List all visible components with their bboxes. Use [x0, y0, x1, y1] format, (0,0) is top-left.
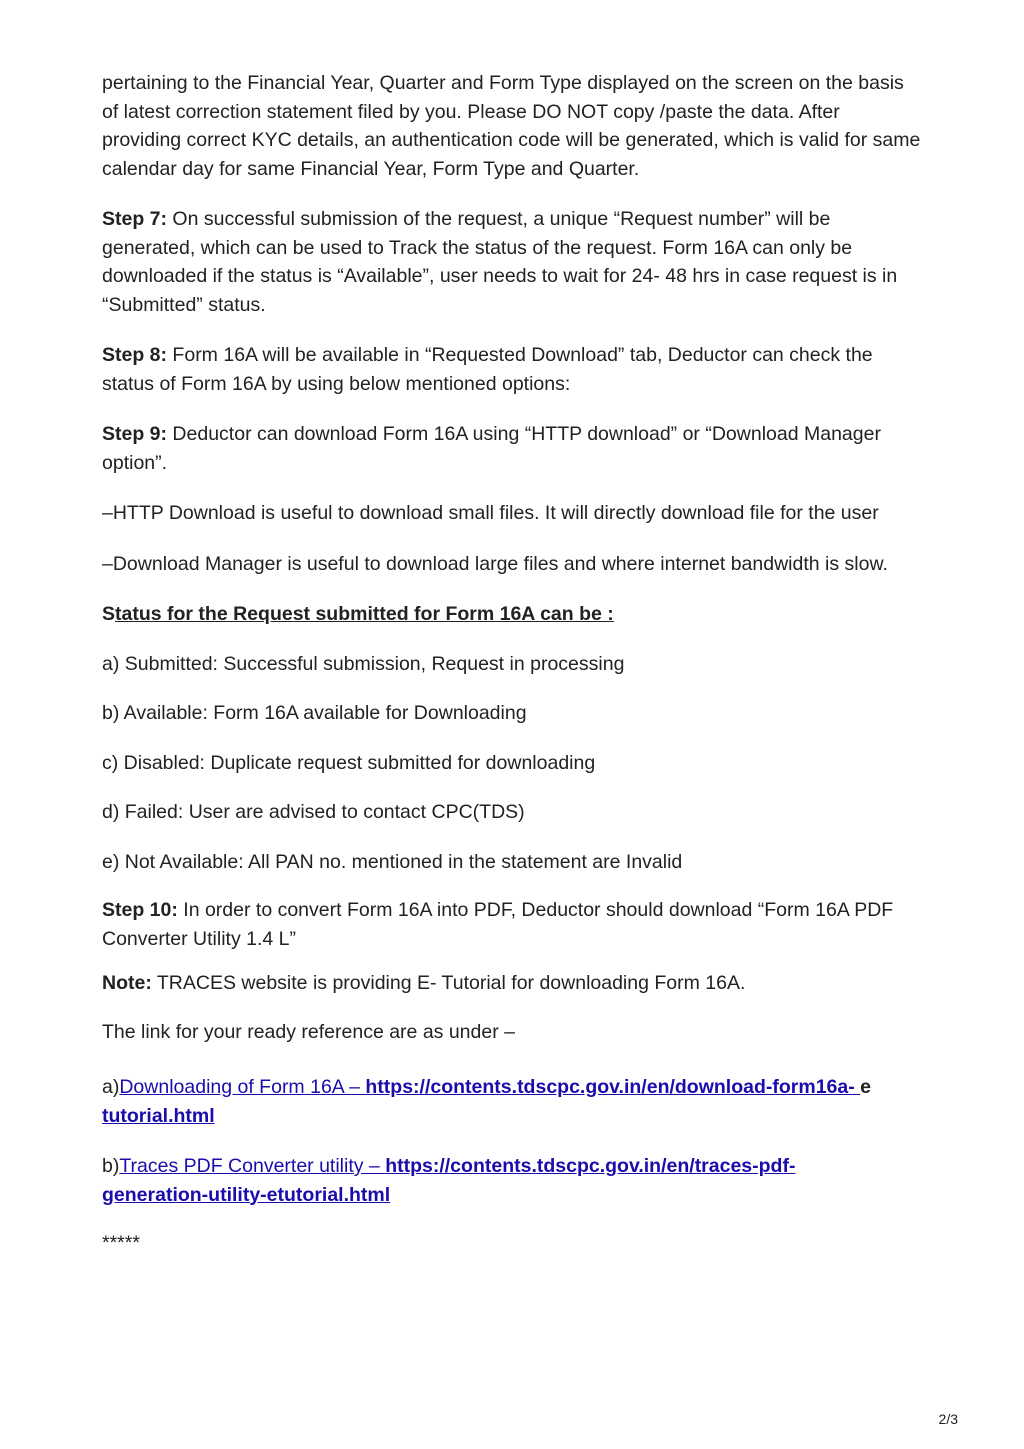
step-7-label: Step 7:: [102, 208, 168, 230]
download-manager-note: –Download Manager is useful to download large files and where internet bandwidth is slow.: [102, 552, 888, 575]
link-b-url-continuation[interactable]: generation-utility-etutorial.html: [102, 1183, 391, 1206]
link-b-title-link[interactable]: Traces PDF Converter utility –: [119, 1155, 386, 1177]
note-label: Note:: [102, 972, 152, 994]
status-item-disabled: c) Disabled: Duplicate request submitted for downloading: [102, 751, 596, 774]
page-number: 2/3: [938, 1411, 958, 1427]
step-8-text: Form 16A will be available in “Requested Download” tab, Deductor can check the status of Form 16A by using below mentioned options:: [102, 344, 873, 395]
step-7-text: On successful submission of the request, a unique “Request number” will be generated, which can be used to Track the status of the request. Form 16A can only be downloaded if the status is “Available”, user needs to wait for 24- 48 hrs in case request is in “Submitted” status.: [102, 208, 898, 316]
status-item-failed: d) Failed: User are advised to contact CPC(TDS): [102, 801, 525, 823]
link-a-title-link[interactable]: Downloading of Form 16A –: [119, 1076, 366, 1098]
step-7-paragraph: [102, 205, 922, 319]
note-text: TRACES website is providing E- Tutorial for downloading Form 16A.: [151, 972, 746, 994]
link-a-prefix: a): [102, 1076, 120, 1098]
closing-stars: *****: [102, 1232, 140, 1254]
step-8-label: Step 8:: [102, 344, 168, 366]
link-b-url-link[interactable]: https://contents.tdscpc.gov.in/en/traces-pdf-: [385, 1155, 796, 1177]
step-9-text: Deductor can download Form 16A using “HTTP download” or “Download Manager option”.: [102, 423, 881, 474]
step-9-paragraph: [102, 420, 922, 477]
link-a-url-continuation[interactable]: tutorial.html: [102, 1104, 215, 1127]
http-download-note: –HTTP Download is useful to download small files. It will directly download file for the user: [102, 502, 879, 524]
status-heading: [102, 600, 922, 629]
note-paragraph: [102, 969, 922, 998]
link-a-paragraph: [102, 1073, 922, 1130]
status-heading-first-letter: S: [102, 603, 116, 625]
step-10-paragraph: [102, 896, 922, 953]
status-item-submitted: a) Submitted: Successful submission, Request in processing: [102, 652, 625, 675]
step-10-label: Step 10:: [102, 899, 178, 921]
step-10-text: In order to convert Form 16A into PDF, Deductor should download “Form 16A PDF Converter Utility 1.4 L”: [102, 899, 894, 950]
step-8-paragraph: [102, 341, 922, 398]
link-a-url-link[interactable]: https://contents.tdscpc.gov.in/en/download-form16a-: [365, 1076, 861, 1098]
document-body: [102, 69, 922, 1258]
link-b-prefix: b): [102, 1155, 120, 1177]
status-heading-text: tatus for the Request submitted for Form 16A can be :: [115, 603, 614, 625]
status-item-not-available: e) Not Available: All PAN no. mentioned in the statement are Invalid: [102, 850, 683, 873]
step-9-label: Step 9:: [102, 423, 168, 445]
status-item-available: b) Available: Form 16A available for Downloading: [102, 702, 527, 724]
link-intro: The link for your ready reference are as under –: [102, 1020, 515, 1043]
link-a-url-letter: e: [860, 1076, 872, 1098]
link-b-paragraph: [102, 1152, 922, 1209]
intro-paragraph: pertaining to the Financial Year, Quarter and Form Type displayed on the screen on the basis of latest correction statement filed by you. Please DO NOT copy /paste the data. After providing correct KYC details, an authentication code will be generated, which is valid for same calendar day for same Financial Year, Form Type and Quarter.: [102, 72, 921, 180]
